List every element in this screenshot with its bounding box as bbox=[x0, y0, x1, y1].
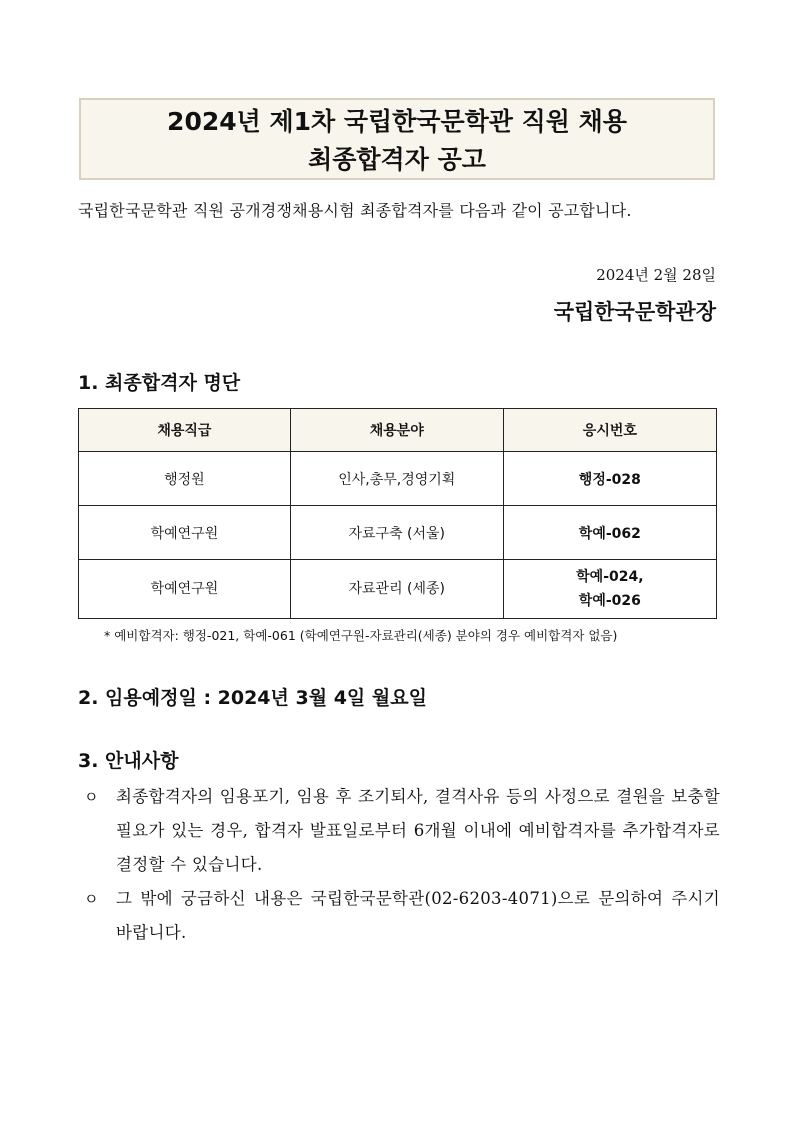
issuer-name: 국립한국문학관장 bbox=[553, 299, 716, 324]
cell-number bbox=[503, 506, 716, 560]
cell-grade: 행정원 bbox=[79, 452, 291, 506]
guidance-item-text: 최종합격자의 임용포기, 임용 후 조기퇴사, 결격사유 등의 사정으로 결원을 보충할 필요가 있는 경우, 합격자 발표일로부터 6개월 이내에 예비합격자를 추가합격자로 결정할 수 있습니다. bbox=[116, 787, 720, 874]
title-line-2: 최종합격자 공고 bbox=[308, 145, 486, 174]
table-row bbox=[79, 452, 717, 506]
cell-number bbox=[503, 452, 716, 506]
announcement-date: 2024년 2월 28일 bbox=[596, 266, 716, 284]
cell-field: 자료관리 (세종) bbox=[290, 560, 503, 619]
table-header-row bbox=[79, 409, 717, 452]
candidate-number: 학예-062 bbox=[578, 525, 641, 542]
table-row bbox=[79, 560, 717, 619]
candidate-number: 학예-026 bbox=[578, 593, 641, 609]
candidate-number: 행정-028 bbox=[578, 471, 641, 488]
title-box bbox=[79, 98, 715, 180]
reserve-candidates-note: * 예비합격자: 행정-021, 학예-061 (학예연구원-자료관리(세종) 분야의 경우 예비합격자 없음) bbox=[104, 628, 618, 643]
cell-grade: 학예연구원 bbox=[79, 560, 291, 619]
cell-number bbox=[503, 560, 716, 619]
bullet-mark: ㅇ bbox=[84, 890, 99, 908]
column-header-grade: 채용직급 bbox=[79, 409, 291, 452]
table-row bbox=[79, 506, 717, 560]
cell-field: 자료구축 (서울) bbox=[290, 506, 503, 560]
column-header-number: 응시번호 bbox=[503, 409, 716, 452]
section-3-heading: 3. 안내사항 bbox=[78, 750, 179, 772]
candidate-number: 학예-024, bbox=[576, 569, 644, 585]
guidance-item-text: 그 밖에 궁금하신 내용은 국립한국문학관(02-6203-4071)으로 문의하여 주시기 바랍니다. bbox=[116, 889, 720, 942]
title-line-1: 2024년 제1차 국립한국문학관 직원 채용 bbox=[167, 107, 627, 136]
section-1-heading: 1. 최종합격자 명단 bbox=[78, 372, 241, 394]
cell-field: 인사,총무,경영기획 bbox=[290, 452, 503, 506]
intro-text: 국립한국문학관 직원 공개경쟁채용시험 최종합격자를 다음과 같이 공고합니다. bbox=[78, 201, 632, 220]
guidance-list bbox=[84, 780, 720, 950]
section-2-heading: 2. 임용예정일 : 2024년 3월 4일 월요일 bbox=[78, 687, 427, 709]
list-item bbox=[84, 882, 720, 950]
list-item bbox=[84, 780, 720, 882]
final-candidates-table bbox=[78, 408, 717, 619]
column-header-field: 채용분야 bbox=[290, 409, 503, 452]
cell-grade: 학예연구원 bbox=[79, 506, 291, 560]
bullet-mark: ㅇ bbox=[84, 788, 99, 806]
